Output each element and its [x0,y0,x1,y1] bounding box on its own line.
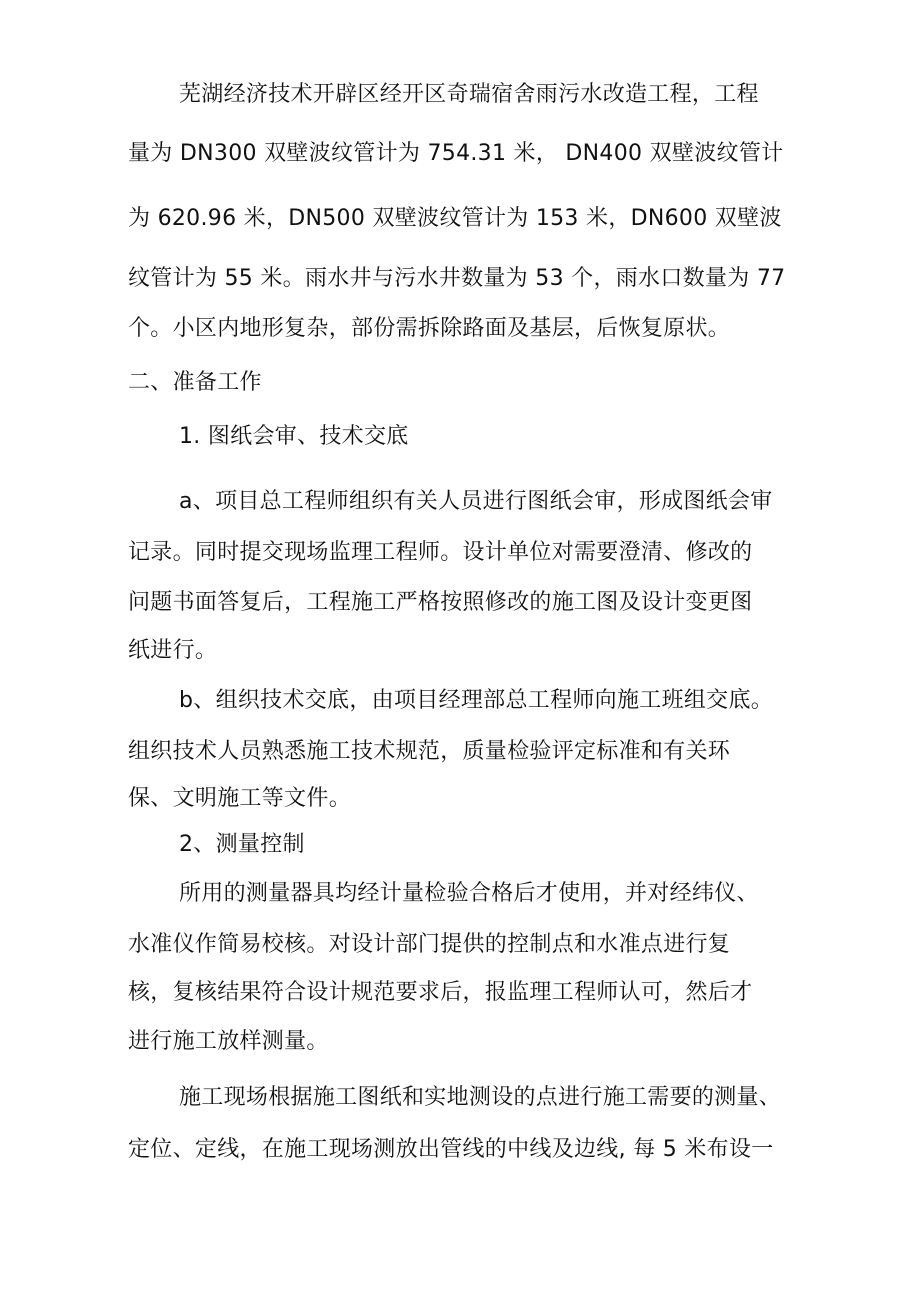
paragraph-site-line-1: 施工现场根据施工图纸和实地测设的点进行施工需要的测量、 [179,1085,782,1110]
paragraph-1-line-4: 纹管计为 55 米。雨水井与污水井数量为 53 个，雨水口数量为 77 [128,266,786,291]
paragraph-a-line-2: 记录。同时提交现场监理工程师。设计单位对需要澄清、修改的 [128,540,753,565]
paragraph-1-line-1: 芜湖经济技术开辟区经开区奇瑞宿舍雨污水改造工程，工程 [179,82,759,107]
paragraph-a-line-4: 纸进行。 [128,638,218,663]
paragraph-a-line-3: 问题书面答复后，工程施工严格按照修改的施工图及设计变更图 [128,590,753,615]
paragraph-survey-line-1: 所用的测量器具均经计量检验合格后才使用，并对经纬仪、 [179,881,759,906]
subsection-heading-2: 2、测量控制 [179,832,305,857]
paragraph-survey-line-3: 核，复核结果符合设计规范要求后，报监理工程师认可，然后才 [128,980,753,1005]
paragraph-1-line-5: 个。小区内地形复杂，部份需拆除路面及基层，后恢复原状。 [128,316,731,341]
paragraph-b-line-2: 组织技术人员熟悉施工技术规范，质量检验评定标准和有关环 [128,739,731,764]
paragraph-1-line-2: 量为 DN300 双壁波纹管计为 754.31 米， DN400 双壁波纹管计 [128,141,784,166]
section-heading-preparation: 二、准备工作 [128,370,262,395]
paragraph-b-line-3: 保、文明施工等文件。 [128,786,352,811]
paragraph-1-line-3: 为 620.96 米，DN500 双壁波纹管计为 153 米，DN600 双壁波 [128,206,782,231]
paragraph-b-line-1: b、组织技术交底，由项目经理部总工程师向施工班组交底。 [179,688,774,713]
paragraph-survey-line-2: 水准仪作简易校核。对设计部门提供的控制点和水准点进行复 [128,932,731,957]
paragraph-survey-line-4: 进行施工放样测量。 [128,1029,329,1054]
subsection-heading-1: 1. 图纸会审、技术交底 [179,424,409,449]
paragraph-site-line-2: 定位、定线，在施工现场测放出管线的中线及边线, 每 5 米布设一 [128,1137,774,1162]
paragraph-a-line-1: a、项目总工程师组织有关人员进行图纸会审，形成图纸会审 [179,489,773,514]
